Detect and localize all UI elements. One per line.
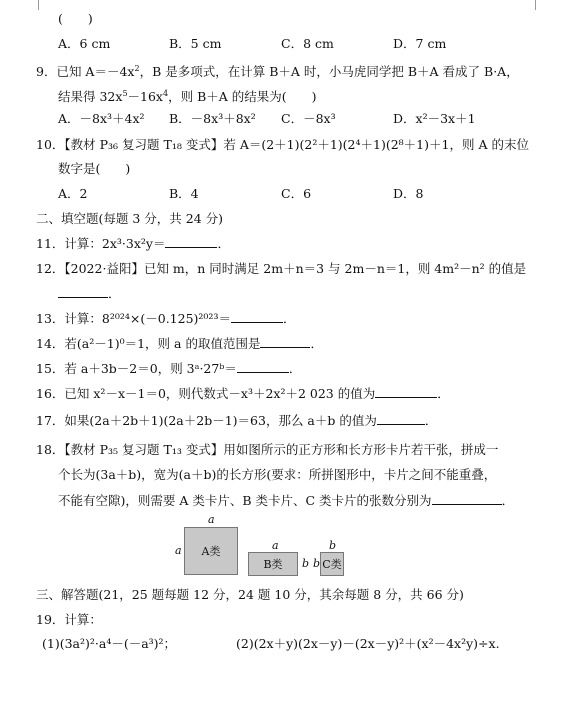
card-a-top-label: a [208,513,215,526]
q9-exp-5: 5 [122,89,128,98]
q18-text-3: 不能有空隙)，则需要 A 类卡片、B 类卡片、C 类卡片的张数分别为 [58,493,432,508]
q10-option-c: C．6 [281,186,312,201]
q10-option-d: D．8 [393,186,424,201]
card-a: A类 [184,527,238,575]
q15-blank [237,360,289,373]
q12-number: 12． [36,261,65,276]
q9-result-a: 结果得 32x [58,89,123,104]
q18-line2: 个长为(3a＋b)，宽为(a＋b)的长方形(要求：所拼图形中，卡片之间不能重叠， [58,467,497,482]
q17: 17．如果(2a＋2b＋1)(2a＋2b－1)＝63，那么 a＋b 的值为 ． [36,413,438,428]
q10-line2: 数字是( ) [58,161,131,176]
q14-text: 若(a²－1)⁰＝1，则 a 的取值范围是 [64,336,261,351]
q14-blank [260,335,310,348]
q10-option-a: A．2 [58,186,88,201]
q16-blank [375,385,437,398]
q19-part1: (1)(3a²)²·a⁴－(－a³)²； [42,636,177,651]
q13: 13．计算：8²⁰²⁴×(－0.125)²⁰²³＝ ． [36,311,296,326]
q11: 11．计算：2x³·3x²y＝ ． [36,236,230,251]
q9-result-b: －16x [127,89,163,104]
q15-text: 若 a＋3b－2＝0，则 3ᵃ·27ᵇ＝ [64,361,237,376]
q16-text: 已知 x²－x－1＝0，则代数式－x³＋2x²＋2 023 的值为 [64,386,376,401]
q18-number: 18． [36,442,65,457]
card-c: C类 [320,552,344,576]
q9-result-c: ，则 B＋A 的结果为( ) [168,89,317,104]
q17-number: 17． [36,413,65,428]
q9-stem-a: 已知 A＝－4x [56,64,135,79]
q19-part2: (2)(2x＋y)(2x－y)－(2x－y)²＋(x²－4x²y)÷x. [236,636,500,651]
section-2-heading: 二、填空题(每题 3 分，共 24 分) [36,211,224,226]
q10-number: 10． [36,137,65,152]
q19-text: 计算： [64,612,102,627]
q8-option-d: D．7 cm [393,36,447,51]
card-c-top-label: b [329,539,337,552]
q17-text: 如果(2a＋2b＋1)(2a＋2b－1)＝63，那么 a＋b 的值为 [64,413,377,428]
q11-number: 11． [36,236,65,251]
q15: 15．若 a＋3b－2＝0，则 3ᵃ·27ᵇ＝ ． [36,361,302,376]
section-3-heading: 三、解答题(21，25 题每题 12 分，24 题 10 分，其余每题 8 分，共 66 分) [36,587,464,602]
q19-number: 19． [36,612,65,627]
q12-text: 【2022·益阳】已知 m，n 同时满足 2m＋n＝3 与 2m－n＝1，则 4m²－n² 的值是 [64,261,527,276]
q12-blank [58,285,108,298]
q18-blank [432,492,502,505]
q9-option-c: C．－8x³ [281,111,336,126]
q15-number: 15． [36,361,65,376]
q18-text-1: 【教材 P₃₅ 复习题 T₁₃ 变式】用如图所示的正方形和长方形卡片若干张，拼成一 [64,442,499,457]
q9-stem-b: ，B 是多项式，在计算 B＋A 时，小马虎同学把 B＋A 看成了 B·A， [139,64,519,79]
card-b-top-label: a [272,539,279,552]
q10-stem: 【教材 P₃₆ 复习题 T₁₈ 变式】若 A＝(2＋1)(2²＋1)(2⁴＋1)(2⁸＋1)＋1，则 A 的末位 [64,137,529,152]
q8-paren: ( ) [58,11,93,26]
q9-line1 [36,60,519,81]
corner-mark-left [28,0,39,10]
q9-option-a: A．－8x³＋4x² [58,111,145,126]
q11-blank [165,235,217,248]
q9-line2 [58,85,317,106]
q12-line2: ． [58,285,121,303]
q9-exp-4: 4 [163,89,169,98]
q14: 14．若(a²－1)⁰＝1，则 a 的取值范围是 ． [36,336,323,351]
q17-blank [377,412,425,425]
card-b-right-label: b [302,557,310,570]
q13-text: 计算：8²⁰²⁴×(－0.125)²⁰²³＝ [64,311,231,326]
q10-line1 [36,136,529,154]
q16-number: 16． [36,386,65,401]
q9-option-b: B．－8x³＋8x² [169,111,256,126]
card-c-left-label: b [313,557,321,570]
q16: 16．已知 x²－x－1＝0，则代数式－x³＋2x²＋2 023 的值为 ． [36,386,450,401]
q18-line3: 不能有空隙)，则需要 A 类卡片、B 类卡片、C 类卡片的张数分别为 ． [58,493,515,508]
q13-number: 13． [36,311,65,326]
q9-exp: 2 [134,64,140,73]
q9-option-d: D．x²－3x＋1 [393,111,476,126]
q8-option-b: B．5 cm [169,36,222,51]
q19-title [36,611,102,629]
card-b: B类 [248,552,298,576]
q9-number: 9． [36,64,57,79]
q14-number: 14． [36,336,65,351]
q11-text: 计算：2x³·3x²y＝ [64,236,166,251]
q10-option-b: B．4 [169,186,199,201]
q8-option-c: C．8 cm [281,36,334,51]
q13-blank [231,310,283,323]
q8-option-a: A．6 cm [58,36,111,51]
q12-line1 [36,260,526,278]
card-a-left-label: a [175,544,182,557]
corner-mark-right [535,0,546,10]
q18-line1 [36,441,498,459]
